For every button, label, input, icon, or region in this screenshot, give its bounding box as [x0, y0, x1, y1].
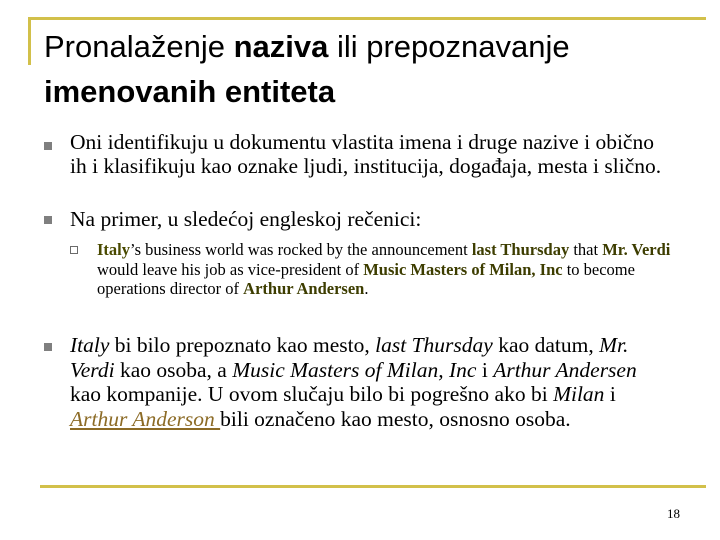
bullet-text-2: Na primer, u sledećoj engleskoj rečenici:	[70, 207, 422, 231]
top-border-line	[28, 17, 706, 20]
page-number: 18	[667, 506, 680, 521]
left-border-line	[28, 17, 31, 65]
bullet-icon	[44, 343, 52, 351]
slide-title: Pronalaženje naziva ili prepoznavanje imenovanih entiteta	[44, 29, 570, 109]
bottom-border-line	[40, 485, 706, 488]
example-sentence: Italy’s business world was rocked by the announcement last Thursday that Mr. Verdi would leave his job as vice-president of Music Masters of Milan, Inc to become operations director of Arthur Andersen.	[97, 240, 671, 298]
sub-bullet-icon	[70, 246, 78, 254]
bullet-text-3: Italy bi bilo prepoznato kao mesto, last Thursday kao datum, Mr. Verdi kao osoba, a Music Masters of Milan, Inc i Arthur Andersen kao kompanije. U ovom slučaju bilo bi pogrešno ako bi Milan i Arthur Anderson bili označeno kao mesto, osnosno osoba.	[70, 333, 637, 431]
arthur-anderson-link[interactable]: Arthur Anderson	[70, 406, 221, 431]
bullet-icon	[44, 216, 52, 224]
bullet-text-1: Oni identifikuju u dokumentu vlastita imena i druge nazive i obično ih i klasifikuju kao oznake ljudi, institucija, događaja, mesta i slično.	[70, 130, 662, 178]
bullet-icon	[44, 142, 52, 150]
